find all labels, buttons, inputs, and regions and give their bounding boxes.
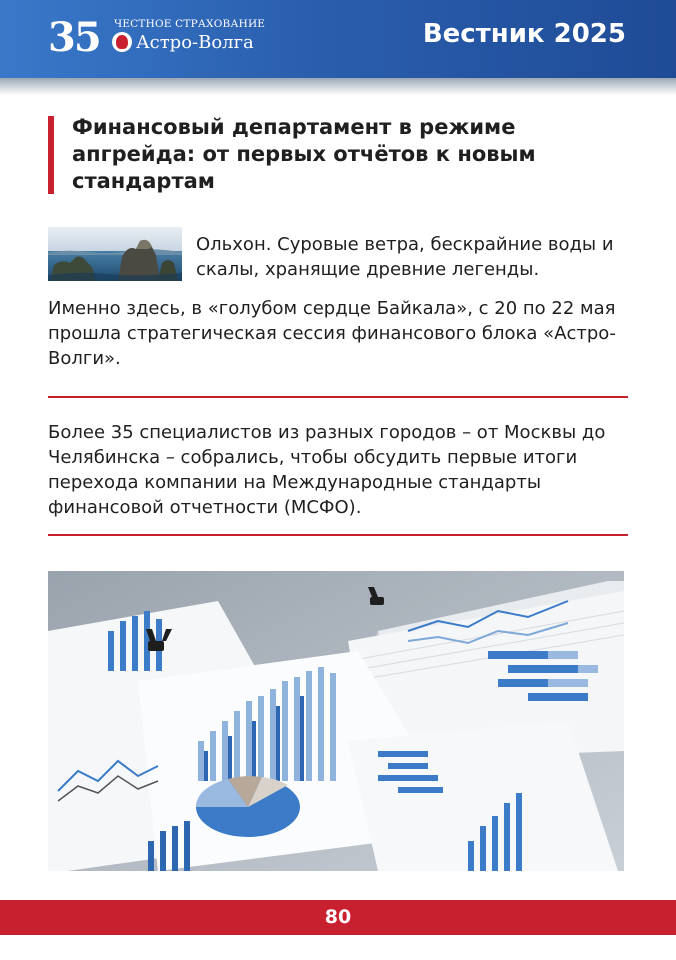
article-title: Финансовый департамент в режиме апгрейда: от первых отчётов к новым стандартам [72, 115, 536, 193]
title-accent-bar [48, 116, 54, 194]
financial-reports-photo [48, 571, 624, 871]
paragraph-2: Более 35 специалистов из разных городов – от Москвы до Челябинска – собрались, чтобы обсудить первые итоги перехода компании на Международные стандарты финансовой отчетности (МСФО). [48, 422, 606, 518]
divider-2 [48, 534, 628, 536]
logo-tagline: ЧЕСТНОЕ СТРАХОВАНИЕ [114, 18, 266, 30]
photo-caption-text: Ольхон. Суровые ветра, бескрайние воды и скалы, хранящие древние легенды. [196, 234, 614, 280]
paragraph-1: Именно здесь, в «голубом сердце Байкала», с 20 по 22 мая прошла стратегическая сессия финансового блока «Астро-Волги». [48, 298, 616, 369]
logo-emblem [112, 32, 132, 52]
page-number: 80 [324, 906, 352, 928]
logo-brand: Астро-Волга [136, 32, 254, 53]
olkhon-photo [48, 227, 182, 281]
header-shadow [0, 78, 676, 96]
header-band [0, 0, 676, 78]
publication-title: Вестник 2025 [422, 19, 626, 49]
logo-number: 35 [48, 14, 100, 61]
divider-1 [48, 396, 628, 398]
footer-band [0, 900, 676, 935]
